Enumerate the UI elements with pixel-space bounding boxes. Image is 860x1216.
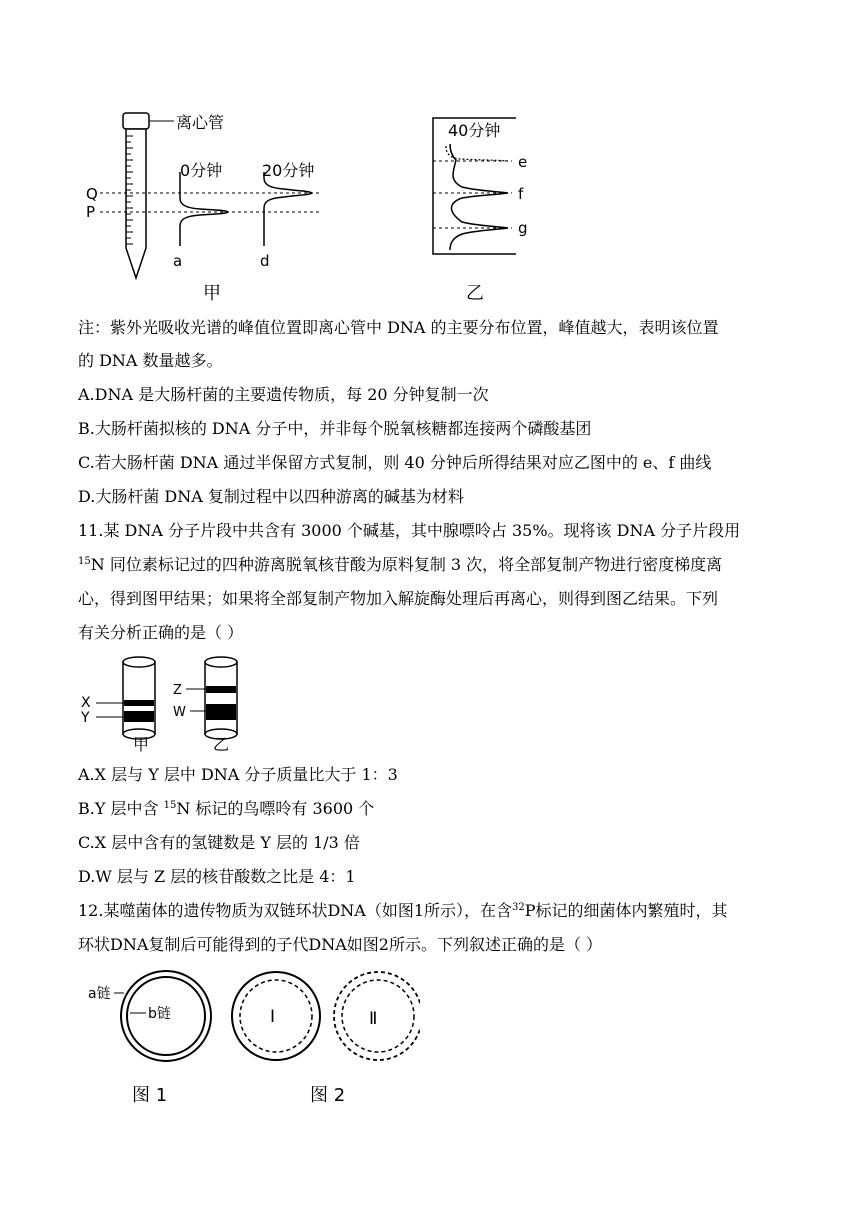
label-b-strand: b链 bbox=[148, 1006, 171, 1022]
dna-i-inner bbox=[240, 980, 312, 1052]
curve-e bbox=[446, 146, 508, 161]
question-11-line-3: 心，得到图甲结果；如果将全部复制产物加入解旋酶处理后再离心，则得到图乙结果。下列 bbox=[78, 589, 719, 608]
question-11-line-4: 有关分析正确的是（ ） bbox=[78, 623, 244, 642]
label-q: Q bbox=[86, 185, 98, 203]
tube-label: 离心管 bbox=[176, 113, 225, 132]
superscript-15: 15 bbox=[78, 556, 91, 567]
caption-yi: 乙 bbox=[466, 283, 484, 304]
band-z bbox=[206, 686, 236, 693]
label-20min: 20分钟 bbox=[262, 161, 315, 180]
caption-figure-1: 图 1 bbox=[132, 1085, 168, 1106]
caption-jia-11: 甲 bbox=[133, 735, 150, 754]
label-a-strand: a链 bbox=[88, 986, 111, 1002]
option-11-a: A.X 层与 Y 层中 DNA 分子质量比大于 1：3 bbox=[78, 765, 398, 784]
label-d: d bbox=[260, 252, 270, 270]
superscript-15: 15 bbox=[163, 800, 177, 811]
label-y: Y bbox=[81, 710, 90, 726]
label-w: W bbox=[173, 705, 186, 720]
option-10-c: C.若大肠杆菌 DNA 通过半保留方式复制，则 40 分钟后所得结果对应乙图中的 e、f 曲线 bbox=[78, 453, 712, 472]
tube-cap bbox=[123, 113, 149, 129]
question-11-line-2: $^{15}$N 同位素标记过的四种游离脱氧核苷酸为原料复制 3 次，将全部复制产物进行密度梯度离 bbox=[78, 555, 723, 574]
label-x: X bbox=[81, 695, 91, 711]
curve-d bbox=[264, 172, 312, 246]
label-p: P bbox=[86, 203, 96, 221]
option-11-d: D.W 层与 Z 层的核苷酸数之比是 4：1 bbox=[78, 867, 356, 886]
label-i: Ⅰ bbox=[270, 1007, 276, 1027]
label-f: f bbox=[518, 185, 524, 203]
band-w bbox=[206, 704, 236, 720]
label-40min: 40分钟 bbox=[448, 121, 501, 140]
question-12-line-1: 12.某噬菌体的遗传物质为双链环状DNA（如图1所示），在含$^{32}$P标记的细菌体内繁殖时，其 bbox=[78, 901, 728, 920]
note-line-1: 注：紫外光吸收光谱的峰值位置即离心管中 DNA 的主要分布位置，峰值越大，表明该位置 bbox=[78, 318, 719, 337]
option-10-a: A.DNA 是大肠杆菌的主要遗传物质，每 20 分钟复制一次 bbox=[78, 385, 489, 404]
caption-jia: 甲 bbox=[203, 283, 221, 304]
label-a: a bbox=[173, 252, 183, 270]
question-12-line-2: 环状DNA复制后可能得到的子代DNA如图2所示。下列叙述正确的是（ ） bbox=[78, 935, 603, 954]
option-10-d: D.大肠杆菌 DNA 复制过程中以四种游离的碱基为材料 bbox=[78, 487, 464, 506]
label-ii: Ⅱ bbox=[369, 1009, 378, 1029]
label-g: g bbox=[518, 219, 528, 237]
figure-centrifuge bbox=[0, 100, 860, 310]
curve-a bbox=[180, 172, 228, 246]
band-x bbox=[124, 700, 154, 706]
band-y bbox=[124, 711, 154, 722]
tube-yi bbox=[205, 662, 237, 734]
note-line-2: 的 DNA 数量越多。 bbox=[78, 351, 223, 370]
dna-i-outer bbox=[232, 972, 320, 1060]
option-10-b: B.大肠杆菌拟核的 DNA 分子中，并非每个脱氧核糖都连接两个磷酸基团 bbox=[78, 419, 592, 438]
question-11-line-1: 11.某 DNA 分子片段中共含有 3000 个碱基，其中腺嘌呤占 35%。现将该 DNA 分子片段用 bbox=[78, 521, 741, 540]
label-e: e bbox=[518, 153, 528, 171]
figure-density-tubes bbox=[0, 650, 300, 755]
centrifuge-tube bbox=[126, 129, 146, 278]
figure-circular-dna bbox=[0, 960, 420, 1110]
tube-jia bbox=[123, 662, 155, 734]
option-11-c: C.X 层中含有的氢键数是 Y 层的 1/3 倍 bbox=[78, 833, 360, 852]
caption-figure-2: 图 2 bbox=[310, 1085, 346, 1106]
label-0min: 0分钟 bbox=[180, 161, 223, 180]
caption-yi-11: 乙 bbox=[213, 735, 230, 754]
option-11-b: B.Y 层中含 $^{15}$N 标记的鸟嘌呤有 3600 个 bbox=[78, 799, 375, 818]
label-z: Z bbox=[173, 683, 182, 698]
superscript-32: 32 bbox=[512, 902, 525, 913]
dna-ii-inner bbox=[342, 980, 414, 1052]
